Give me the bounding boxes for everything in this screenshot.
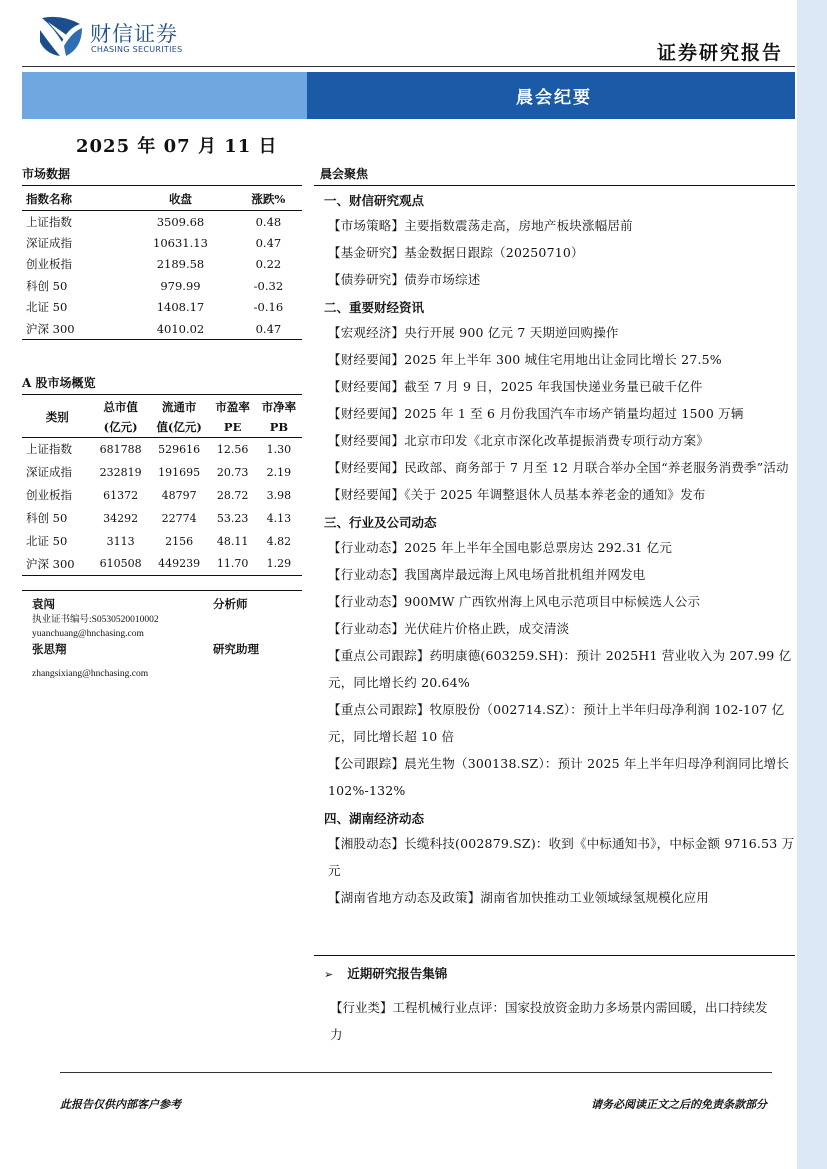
a-share-title: A 股市场概览 [22, 374, 302, 395]
table-cell: 沪深 300 [22, 553, 92, 576]
focus-title: 晨会聚焦 [314, 165, 795, 186]
col-header-line: PE [223, 420, 242, 434]
table-cell: 20.73 [216, 465, 249, 479]
report-type: 证券研究报告 [656, 42, 783, 64]
col-header: 涨跌% [235, 186, 302, 211]
table-row [22, 530, 302, 553]
col-header: 指数名称 [22, 186, 126, 211]
table-header-row [22, 395, 302, 438]
col-header-line: PB [269, 420, 289, 434]
table-cell: 3113 [106, 534, 135, 548]
table-cell: 沪深 300 [22, 318, 126, 340]
analyst-email[interactable]: yuanchuang@hnchasing.com [32, 629, 144, 639]
table-cell: 1.29 [256, 553, 302, 576]
table-cell: 48797 [161, 488, 197, 502]
table-cell: 创业板指 [26, 257, 72, 272]
analyst-block [22, 590, 302, 681]
news-item[interactable]: 【行业动态】我国离岸最远海上风电场首批机组并网发电 [328, 567, 646, 582]
assistant-label: 研究助理 [213, 642, 259, 656]
col-header-line: 总市值 [103, 400, 138, 414]
col-header [92, 395, 148, 438]
table-row [22, 232, 302, 254]
table-cell: 深证成指 [26, 465, 72, 479]
col-header-line [22, 427, 92, 437]
table-row [22, 297, 302, 319]
table-cell: -0.32 [253, 278, 284, 293]
news-item[interactable]: 【湖南省地方动态及政策】湖南省加快推动工业领域绿氢规模化应用 [328, 890, 710, 905]
news-item[interactable]: 【重点公司跟踪】药明康德(603259.SH)：预计 2025H1 营业收入为 207.99 亿元，同比增长约 20.64% [328, 648, 792, 690]
arrow-right-icon: ➢ [324, 968, 334, 981]
col-header-line: 值(亿元) [156, 420, 202, 434]
brand-name: 财信证券 [90, 22, 178, 46]
banner-title: 晨会纪要 [307, 72, 795, 119]
table-cell: 53.23 [216, 511, 249, 525]
section-heading: 三、行业及公司动态 [324, 515, 437, 530]
col-header [149, 395, 210, 438]
market-data-table [22, 186, 302, 340]
table-row [22, 275, 302, 297]
table-cell: 4010.02 [126, 318, 235, 340]
table-cell: 北证 50 [26, 300, 68, 315]
section-heading: 二、重要财经资讯 [324, 300, 425, 315]
banner-light-block [22, 72, 307, 119]
section-heading: 四、湖南经济动态 [324, 811, 425, 826]
recent-reports-title: 近期研究报告集锦 [347, 966, 448, 981]
table-cell: 61372 [103, 488, 139, 502]
table-cell: 681788 [99, 442, 142, 456]
news-item[interactable]: 【财经要闻】2025 年上半年 300 城住宅用地出让金同比增长 27.5% [328, 352, 722, 367]
recent-reports [314, 955, 795, 1048]
table-cell: 610508 [92, 553, 148, 576]
table-cell: 3.98 [266, 488, 292, 502]
footer-disclaimer-left: 此报告仅供内部客户参考 [60, 1098, 181, 1111]
table-row [22, 254, 302, 276]
news-item[interactable]: 【债券研究】债券市场综述 [328, 272, 481, 287]
section-heading: 一、财信研究观点 [324, 193, 425, 208]
left-column [22, 165, 302, 576]
analyst-name: 袁闯 [32, 597, 55, 611]
company-logo [38, 14, 198, 58]
analyst-label: 分析师 [213, 597, 248, 611]
table-cell: 上证指数 [26, 214, 72, 229]
table-cell: 0.22 [255, 257, 282, 272]
table-cell: -0.16 [253, 300, 284, 315]
footer-disclaimer-right: 请务必阅读正文之后的免责条款部分 [591, 1098, 767, 1111]
table-cell: 0.47 [255, 235, 282, 250]
news-item[interactable]: 【财经要闻】2025 年 1 至 6 月份我国汽车市场产销量均超过 1500 万辆 [328, 406, 744, 421]
news-item[interactable]: 【行业动态】2025 年上半年全国电影总票房达 292.31 亿元 [328, 540, 673, 555]
table-cell: 10631.13 [153, 235, 208, 250]
col-header-line: 流通市 [161, 400, 197, 414]
news-item[interactable]: 【重点公司跟踪】牧原股份（002714.SZ）：预计上半年归母净利润 102-107 亿元，同比增长超 10 倍 [328, 702, 785, 744]
news-item[interactable]: 【财经要闻】北京市印发《北京市深化改革提振消费专项行动方案》 [328, 433, 710, 448]
table-cell: 深证成指 [26, 235, 72, 250]
table-cell: 2.19 [266, 465, 292, 479]
table-cell: 科创 50 [26, 511, 68, 525]
footer-divider [60, 1072, 772, 1073]
col-header [256, 395, 302, 438]
report-date: 2025 年 07 月 11 日 [76, 136, 278, 157]
table-row [22, 211, 302, 233]
recent-report-item[interactable]: 【行业类】工程机械行业点评：国家投放资金助力多场景内需回暖，出口持续发力 [330, 1000, 768, 1042]
news-item[interactable]: 【公司跟踪】晨光生物（300138.SZ）：预计 2025 年上半年归母净利润同比增长 102%-132% [328, 756, 790, 798]
col-header [210, 395, 256, 438]
table-row [22, 461, 302, 484]
table-row [22, 438, 302, 461]
col-header: 收盘 [126, 186, 235, 211]
table-cell: 191695 [158, 465, 201, 479]
news-item[interactable]: 【湘股动态】长缆科技(002879.SZ)：收到《中标通知书》，中标金额 9716.53 万元 [328, 836, 795, 878]
table-cell: 1.30 [266, 442, 292, 456]
col-header-line: 类别 [45, 410, 69, 424]
table-cell: 2156 [165, 534, 194, 548]
brand-english: CHASING SECURITIES [91, 45, 183, 54]
table-cell: 11.70 [210, 553, 256, 576]
table-header-row [22, 186, 302, 211]
table-cell: 48.11 [216, 534, 249, 548]
table-cell: 科创 50 [26, 278, 68, 293]
table-cell: 创业板指 [26, 488, 72, 502]
table-cell: 3509.68 [156, 214, 205, 229]
table-cell: 上证指数 [26, 442, 72, 457]
logo-emblem-icon [38, 14, 84, 58]
table-cell: 0.48 [255, 214, 282, 229]
title-banner [22, 72, 795, 119]
news-item[interactable]: 【行业动态】900MW 广西钦州海上风电示范项目中标候选人公示 [328, 594, 701, 609]
col-header-line: 市净率 [261, 400, 297, 414]
news-item[interactable]: 【基金研究】基金数据日跟踪（20250710） [328, 245, 584, 260]
assistant-email[interactable]: zhangsixiang@hnchasing.com [32, 669, 149, 679]
table-cell: 34292 [103, 511, 139, 525]
table-cell: 4.82 [266, 534, 292, 548]
table-row [22, 553, 302, 576]
col-header-line: 市盈率 [215, 400, 250, 414]
table-cell: 2189.58 [156, 257, 205, 272]
news-item[interactable]: 【宏观经济】央行开展 900 亿元 7 天期逆回购操作 [328, 325, 619, 340]
table-cell: 449239 [149, 553, 210, 576]
news-item[interactable]: 【财经要闻】截至 7 月 9 日，2025 年我国快递业务量已破千亿件 [328, 379, 703, 394]
news-item[interactable]: 【行业动态】光伏硅片价格止跌，成交清淡 [328, 621, 570, 636]
analyst-cert: 执业证书编号:S0530520010002 [32, 615, 159, 625]
focus-column [314, 165, 795, 911]
news-item[interactable]: 【财经要闻】《关于 2025 年调整退休人员基本养老金的通知》发布 [328, 487, 706, 502]
news-item[interactable]: 【市场策略】主要指数震荡走高，房地产板块涨幅居前 [328, 218, 633, 233]
table-cell: 979.99 [160, 278, 201, 293]
table-cell: 0.47 [235, 318, 302, 340]
side-strip [797, 0, 827, 1169]
table-cell: 1408.17 [156, 300, 205, 315]
table-cell: 28.72 [216, 488, 249, 502]
a-share-table [22, 395, 302, 576]
table-cell: 北证 50 [26, 534, 68, 548]
table-cell: 4.13 [266, 511, 292, 525]
table-cell: 232819 [99, 465, 142, 479]
table-cell: 22774 [161, 511, 197, 525]
table-row [22, 484, 302, 507]
header-divider [22, 66, 795, 67]
table-cell: 529616 [158, 442, 201, 456]
market-data-title: 市场数据 [22, 165, 302, 186]
table-row [22, 318, 302, 340]
col-header [22, 395, 92, 438]
news-item[interactable]: 【财经要闻】民政部、商务部于 7 月至 12 月联合举办全国“养老服务消费季”活动 [328, 460, 789, 475]
table-cell: 12.56 [216, 442, 249, 456]
assistant-name: 张思翔 [32, 642, 67, 656]
col-header-line: (亿元) [103, 420, 138, 434]
table-row [22, 507, 302, 530]
